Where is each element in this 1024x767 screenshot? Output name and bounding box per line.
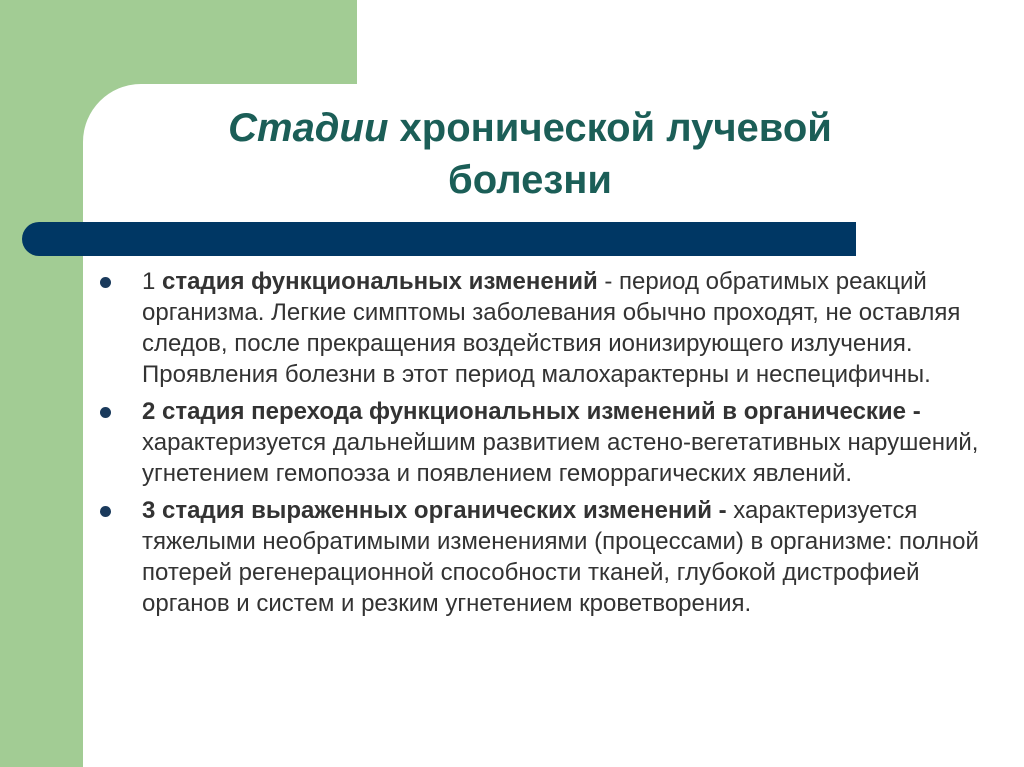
bullet-dot-icon [100,506,111,517]
bullet-lead: 1 [142,268,163,295]
slide-title [120,102,940,206]
bullet-bold: 2 стадия перехода функциональных изменений в органические - [142,398,921,425]
bullet-item-stage-1 [98,266,1003,390]
background-green-strip [0,0,83,767]
bullet-dot-icon [100,407,111,418]
title-line1-rest: хронической лучевой [388,106,832,150]
bullet-dot-icon [100,277,111,288]
bullet-item-stage-3 [98,495,1003,619]
bullet-text: характеризуется дальнейшим развитием астено-вегетативных нарушений, угнетением гемопоэза и появлением геморрагических явлений. [142,429,979,487]
bullet-text: - период обратимых реакций организма. Легкие симптомы заболевания обычно проходят, не оставляя следов, после прекращения воздействия ионизирующего излучения. Проявления болезни в этот период малохарактерны и неспецифичны. [142,268,961,388]
title-line2: болезни [448,158,612,202]
bullet-item-stage-2 [98,396,1003,489]
title-italic-part: Стадии [228,106,389,150]
title-divider-bar [22,222,856,256]
bullet-bold: 3 стадия выраженных органических изменений - [142,497,727,524]
bullet-bold: стадия функциональных изменений [162,268,598,295]
bullet-list [98,266,1003,625]
bullet-text: характеризуется тяжелыми необратимыми изменениями (процессами) в организме: полной потерей регенерационной способности тканей, глубокой дистрофией органов и систем и резким угнетением кроветворения. [142,497,979,617]
